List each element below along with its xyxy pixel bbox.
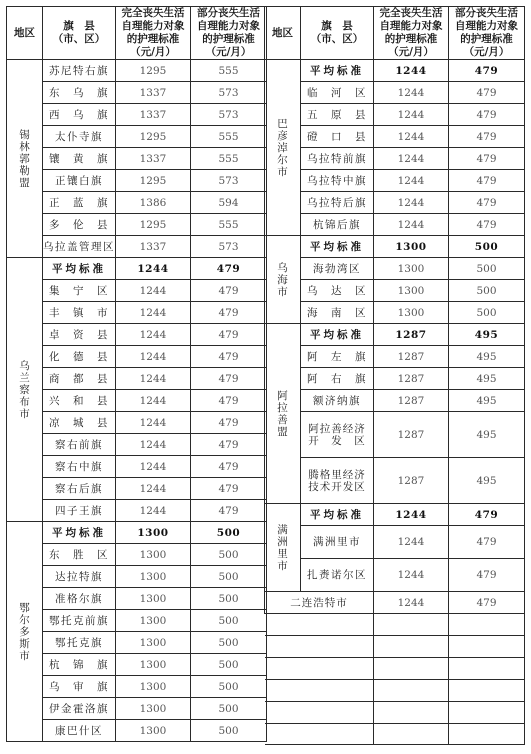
region-name: 乌海市 xyxy=(277,261,288,298)
average-row xyxy=(265,504,525,526)
full-loss-standard: 1287 xyxy=(374,346,449,368)
county-name: 康巴什区 xyxy=(43,720,116,742)
table-row xyxy=(265,126,525,148)
partial-loss-standard: 479 xyxy=(449,148,525,170)
table-row xyxy=(7,368,267,390)
city-name: 二连浩特市 xyxy=(265,592,374,614)
blank-cell xyxy=(265,680,374,702)
county-name: 杭 锦 旗 xyxy=(43,654,116,676)
blank-row xyxy=(265,658,525,680)
header-line: 的护理标准 xyxy=(384,33,438,45)
county-name: 乌拉盖管理区 xyxy=(43,236,116,258)
table-row xyxy=(265,526,525,559)
county-name: 乌拉特前旗 xyxy=(301,148,374,170)
header-county-line: （市、区） xyxy=(52,33,106,45)
county-name: 丰 镇 市 xyxy=(43,302,116,324)
table-row xyxy=(7,500,267,522)
partial-loss-standard: 479 xyxy=(191,258,267,280)
header-county xyxy=(301,7,374,60)
average-row xyxy=(265,324,525,346)
county-name: 化 德 县 xyxy=(43,346,116,368)
region-name: 锡林郭勒盟 xyxy=(19,128,30,189)
table-row xyxy=(7,302,267,324)
partial-loss-standard: 479 xyxy=(449,104,525,126)
full-loss-standard: 1300 xyxy=(374,236,449,258)
partial-loss-standard: 479 xyxy=(449,170,525,192)
partial-loss-standard: 479 xyxy=(449,504,525,526)
full-loss-standard: 1244 xyxy=(374,559,449,592)
table-row xyxy=(265,559,525,592)
table-row xyxy=(265,258,525,280)
full-loss-standard: 1300 xyxy=(116,588,191,610)
full-loss-standard: 1244 xyxy=(374,170,449,192)
table-row xyxy=(265,592,525,614)
table-row xyxy=(265,346,525,368)
partial-loss-standard: 594 xyxy=(191,192,267,214)
blank-row xyxy=(265,702,525,724)
county-name: 太仆寺旗 xyxy=(43,126,116,148)
county-name-line: 开 发 区 xyxy=(308,434,366,447)
full-loss-standard: 1244 xyxy=(374,214,449,236)
table-row xyxy=(7,720,267,742)
blank-row xyxy=(265,614,525,636)
county-name: 乌 达 区 xyxy=(301,280,374,302)
full-loss-standard: 1300 xyxy=(116,632,191,654)
county-name: 海 南 区 xyxy=(301,302,374,324)
partial-loss-standard: 500 xyxy=(191,544,267,566)
header-row xyxy=(7,7,267,60)
table-row xyxy=(7,456,267,478)
county-name: 正 蓝 旗 xyxy=(43,192,116,214)
partial-loss-standard: 555 xyxy=(191,148,267,170)
table-row xyxy=(7,192,267,214)
blank-cell xyxy=(265,614,374,636)
care-standard-table-right xyxy=(264,6,525,745)
table-row xyxy=(265,192,525,214)
partial-loss-standard: 500 xyxy=(191,588,267,610)
county-name: 卓 资 县 xyxy=(43,324,116,346)
partial-loss-standard: 479 xyxy=(449,192,525,214)
table-row xyxy=(7,478,267,500)
average-row xyxy=(7,522,267,544)
blank-cell xyxy=(374,614,449,636)
blank-row xyxy=(265,636,525,658)
partial-loss-standard: 479 xyxy=(449,559,525,592)
header-partial-loss xyxy=(449,7,525,60)
full-loss-standard: 1295 xyxy=(116,60,191,82)
partial-loss-standard: 479 xyxy=(191,390,267,412)
table-row xyxy=(7,346,267,368)
care-standard-table-left xyxy=(6,6,267,742)
region-cell xyxy=(265,324,301,504)
partial-loss-standard: 500 xyxy=(191,610,267,632)
full-loss-standard: 1244 xyxy=(374,126,449,148)
partial-loss-standard: 500 xyxy=(191,632,267,654)
partial-loss-standard: 555 xyxy=(191,60,267,82)
region-name: 阿拉善盟 xyxy=(277,389,288,438)
header-full-loss xyxy=(116,7,191,60)
header-region: 地区 xyxy=(265,7,301,60)
full-loss-standard: 1244 xyxy=(374,526,449,559)
header-line: 部分丧失生活 xyxy=(197,7,260,19)
county-name: 多 伦 县 xyxy=(43,214,116,236)
county-name: 扎赉诺尔区 xyxy=(301,559,374,592)
full-loss-standard: 1386 xyxy=(116,192,191,214)
table-row xyxy=(7,588,267,610)
county-name-line: 阿拉善经济 xyxy=(308,422,366,435)
full-loss-standard: 1244 xyxy=(374,192,449,214)
blank-cell xyxy=(449,680,525,702)
county-name: 集 宁 区 xyxy=(43,280,116,302)
partial-loss-standard: 500 xyxy=(191,654,267,676)
blank-cell xyxy=(449,702,525,724)
county-name: 平均标准 xyxy=(43,522,116,544)
header-line: （元/月） xyxy=(388,46,434,58)
full-loss-standard: 1244 xyxy=(116,302,191,324)
partial-loss-standard: 479 xyxy=(191,302,267,324)
table-row xyxy=(265,302,525,324)
blank-row xyxy=(265,724,525,745)
blank-cell xyxy=(374,636,449,658)
header-line: 的护理标准 xyxy=(202,33,255,45)
county-name: 准格尔旗 xyxy=(43,588,116,610)
county-name: 兴 和 县 xyxy=(43,390,116,412)
table-row xyxy=(265,104,525,126)
county-name: 额济纳旗 xyxy=(301,390,374,412)
county-name: 达拉特旗 xyxy=(43,566,116,588)
partial-loss-standard: 479 xyxy=(449,60,525,82)
table-row xyxy=(7,104,267,126)
county-name xyxy=(301,412,374,458)
header-county xyxy=(43,7,116,60)
partial-loss-standard: 495 xyxy=(449,458,525,504)
blank-cell xyxy=(374,658,449,680)
partial-loss-standard: 479 xyxy=(449,214,525,236)
county-name: 阿 右 旗 xyxy=(301,368,374,390)
region-cell xyxy=(7,60,43,258)
header-line: （元/月） xyxy=(463,46,510,58)
header-line: 部分丧失生活 xyxy=(455,7,518,19)
header-county-line: （市、区） xyxy=(310,33,364,45)
full-loss-standard: 1244 xyxy=(374,82,449,104)
table-row xyxy=(7,390,267,412)
partial-loss-standard: 500 xyxy=(449,302,525,324)
header-region: 地区 xyxy=(7,7,43,60)
header-line: 完全丧失生活 xyxy=(379,7,443,19)
partial-loss-standard: 479 xyxy=(191,500,267,522)
full-loss-standard: 1244 xyxy=(374,592,449,614)
county-name: 乌拉特中旗 xyxy=(301,170,374,192)
blank-cell xyxy=(265,636,374,658)
header-partial-loss xyxy=(191,7,267,60)
table-row xyxy=(265,82,525,104)
region-name: 乌兰察布市 xyxy=(19,359,30,420)
partial-loss-standard: 495 xyxy=(449,346,525,368)
table-row xyxy=(7,170,267,192)
full-loss-standard: 1300 xyxy=(116,610,191,632)
county-name: 平均标准 xyxy=(43,258,116,280)
county-name: 磴 口 县 xyxy=(301,126,374,148)
full-loss-standard: 1300 xyxy=(116,698,191,720)
full-loss-standard: 1244 xyxy=(116,478,191,500)
partial-loss-standard: 500 xyxy=(191,566,267,588)
header-line: （元/月） xyxy=(130,46,176,58)
full-loss-standard: 1300 xyxy=(116,720,191,742)
county-name: 满洲里市 xyxy=(301,526,374,559)
table-row xyxy=(265,390,525,412)
partial-loss-standard: 479 xyxy=(191,434,267,456)
table-row xyxy=(7,434,267,456)
header-row xyxy=(265,7,525,60)
table-row xyxy=(7,698,267,720)
header-county-line: 旗 县 xyxy=(63,20,95,32)
county-name: 西 乌 旗 xyxy=(43,104,116,126)
county-name: 乌 审 旗 xyxy=(43,676,116,698)
header-line: 自理能力对象 xyxy=(121,20,185,32)
partial-loss-standard: 573 xyxy=(191,82,267,104)
full-loss-standard: 1244 xyxy=(116,412,191,434)
county-name: 平均标准 xyxy=(301,324,374,346)
county-name: 鄂托克前旗 xyxy=(43,610,116,632)
partial-loss-standard: 500 xyxy=(191,522,267,544)
full-loss-standard: 1287 xyxy=(374,412,449,458)
partial-loss-standard: 495 xyxy=(449,412,525,458)
full-loss-standard: 1300 xyxy=(374,258,449,280)
county-name: 四子王旗 xyxy=(43,500,116,522)
partial-loss-standard: 479 xyxy=(191,280,267,302)
full-loss-standard: 1300 xyxy=(116,676,191,698)
header-line: 完全丧失生活 xyxy=(121,7,185,19)
table-row xyxy=(265,458,525,504)
region-cell xyxy=(265,236,301,324)
county-name: 察右后旗 xyxy=(43,478,116,500)
county-name: 察右中旗 xyxy=(43,456,116,478)
county-name: 东 胜 区 xyxy=(43,544,116,566)
partial-loss-standard: 500 xyxy=(449,280,525,302)
partial-loss-standard: 495 xyxy=(449,368,525,390)
partial-loss-standard: 573 xyxy=(191,236,267,258)
county-name: 平均标准 xyxy=(301,236,374,258)
table-row xyxy=(265,412,525,458)
full-loss-standard: 1295 xyxy=(116,170,191,192)
table-row xyxy=(7,324,267,346)
table-body-right xyxy=(265,7,525,745)
full-loss-standard: 1295 xyxy=(116,126,191,148)
region-cell xyxy=(265,60,301,236)
county-name: 平均标准 xyxy=(301,504,374,526)
partial-loss-standard: 555 xyxy=(191,214,267,236)
header-line: 自理能力对象 xyxy=(197,20,260,32)
header-full-loss xyxy=(374,7,449,60)
full-loss-standard: 1337 xyxy=(116,148,191,170)
full-loss-standard: 1244 xyxy=(374,148,449,170)
blank-cell xyxy=(449,614,525,636)
partial-loss-standard: 479 xyxy=(449,592,525,614)
full-loss-standard: 1300 xyxy=(116,654,191,676)
table-row xyxy=(7,214,267,236)
partial-loss-standard: 479 xyxy=(191,346,267,368)
partial-loss-standard: 495 xyxy=(449,324,525,346)
average-row xyxy=(265,236,525,258)
header-county-line: 旗 县 xyxy=(321,20,353,32)
partial-loss-standard: 555 xyxy=(191,126,267,148)
county-name: 伊金霍洛旗 xyxy=(43,698,116,720)
blank-cell xyxy=(449,636,525,658)
blank-cell xyxy=(265,658,374,680)
full-loss-standard: 1244 xyxy=(116,390,191,412)
county-name: 临 河 区 xyxy=(301,82,374,104)
region-name: 鄂尔多斯市 xyxy=(19,601,30,662)
full-loss-standard: 1337 xyxy=(116,82,191,104)
table-row xyxy=(265,214,525,236)
blank-cell xyxy=(265,724,374,745)
table-row xyxy=(7,632,267,654)
county-name: 杭锦后旗 xyxy=(301,214,374,236)
full-loss-standard: 1244 xyxy=(116,280,191,302)
county-name: 察右前旗 xyxy=(43,434,116,456)
average-row xyxy=(265,60,525,82)
full-loss-standard: 1244 xyxy=(374,104,449,126)
partial-loss-standard: 500 xyxy=(191,720,267,742)
header-line: 的护理标准 xyxy=(126,33,180,45)
blank-row xyxy=(265,680,525,702)
table-row xyxy=(7,610,267,632)
full-loss-standard: 1244 xyxy=(116,500,191,522)
blank-cell xyxy=(265,702,374,724)
table-row xyxy=(265,368,525,390)
partial-loss-standard: 479 xyxy=(191,324,267,346)
county-name: 海勃湾区 xyxy=(301,258,374,280)
county-name: 东 乌 旗 xyxy=(43,82,116,104)
table-row xyxy=(7,126,267,148)
partial-loss-standard: 479 xyxy=(449,526,525,559)
partial-loss-standard: 479 xyxy=(449,126,525,148)
region-name: 满洲里市 xyxy=(277,523,288,572)
full-loss-standard: 1287 xyxy=(374,390,449,412)
partial-loss-standard: 500 xyxy=(191,698,267,720)
county-name xyxy=(301,458,374,504)
header-line: 自理能力对象 xyxy=(455,20,518,32)
full-loss-standard: 1287 xyxy=(374,458,449,504)
table-row xyxy=(7,566,267,588)
table-row xyxy=(7,82,267,104)
county-name: 五 原 县 xyxy=(301,104,374,126)
county-name-line: 技术开发区 xyxy=(308,480,366,493)
table-row xyxy=(7,280,267,302)
full-loss-standard: 1244 xyxy=(116,456,191,478)
table-row xyxy=(7,654,267,676)
full-loss-standard: 1300 xyxy=(374,280,449,302)
region-cell xyxy=(7,258,43,522)
table-row xyxy=(7,60,267,82)
full-loss-standard: 1244 xyxy=(116,368,191,390)
table-row xyxy=(7,148,267,170)
table-row xyxy=(265,148,525,170)
partial-loss-standard: 500 xyxy=(449,236,525,258)
county-name: 阿 左 旗 xyxy=(301,346,374,368)
blank-cell xyxy=(449,724,525,745)
county-name: 镶 黄 旗 xyxy=(43,148,116,170)
partial-loss-standard: 479 xyxy=(191,478,267,500)
full-loss-standard: 1337 xyxy=(116,236,191,258)
table-row xyxy=(7,544,267,566)
full-loss-standard: 1244 xyxy=(116,324,191,346)
partial-loss-standard: 573 xyxy=(191,170,267,192)
blank-cell xyxy=(374,702,449,724)
full-loss-standard: 1300 xyxy=(116,566,191,588)
full-loss-standard: 1287 xyxy=(374,368,449,390)
partial-loss-standard: 500 xyxy=(449,258,525,280)
partial-loss-standard: 479 xyxy=(191,456,267,478)
county-name: 平均标准 xyxy=(301,60,374,82)
region-cell xyxy=(265,504,301,592)
county-name: 乌拉特后旗 xyxy=(301,192,374,214)
region-cell xyxy=(7,522,43,742)
full-loss-standard: 1287 xyxy=(374,324,449,346)
full-loss-standard: 1244 xyxy=(116,434,191,456)
table-row xyxy=(7,412,267,434)
partial-loss-standard: 573 xyxy=(191,104,267,126)
full-loss-standard: 1300 xyxy=(116,522,191,544)
partial-loss-standard: 500 xyxy=(191,676,267,698)
full-loss-standard: 1244 xyxy=(374,504,449,526)
full-loss-standard: 1295 xyxy=(116,214,191,236)
county-name: 苏尼特右旗 xyxy=(43,60,116,82)
county-name: 商 都 县 xyxy=(43,368,116,390)
full-loss-standard: 1244 xyxy=(116,258,191,280)
full-loss-standard: 1244 xyxy=(374,60,449,82)
header-line: 自理能力对象 xyxy=(379,20,443,32)
table-row xyxy=(7,236,267,258)
full-loss-standard: 1337 xyxy=(116,104,191,126)
county-name-line: 腾格里经济 xyxy=(308,468,366,481)
full-loss-standard: 1244 xyxy=(116,346,191,368)
blank-cell xyxy=(374,724,449,745)
partial-loss-standard: 479 xyxy=(191,412,267,434)
blank-cell xyxy=(449,658,525,680)
average-row xyxy=(7,258,267,280)
table-row xyxy=(265,170,525,192)
full-loss-standard: 1300 xyxy=(374,302,449,324)
full-loss-standard: 1300 xyxy=(116,544,191,566)
partial-loss-standard: 479 xyxy=(191,368,267,390)
table-row xyxy=(265,280,525,302)
county-name: 鄂托克旗 xyxy=(43,632,116,654)
table-row xyxy=(7,676,267,698)
header-line: 的护理标准 xyxy=(460,33,513,45)
county-name: 正镶白旗 xyxy=(43,170,116,192)
partial-loss-standard: 479 xyxy=(449,82,525,104)
partial-loss-standard: 495 xyxy=(449,390,525,412)
table-body-left xyxy=(7,7,267,742)
blank-cell xyxy=(374,680,449,702)
county-name: 凉 城 县 xyxy=(43,412,116,434)
region-name: 巴彦淖尔市 xyxy=(277,117,288,178)
header-line: （元/月） xyxy=(205,46,252,58)
